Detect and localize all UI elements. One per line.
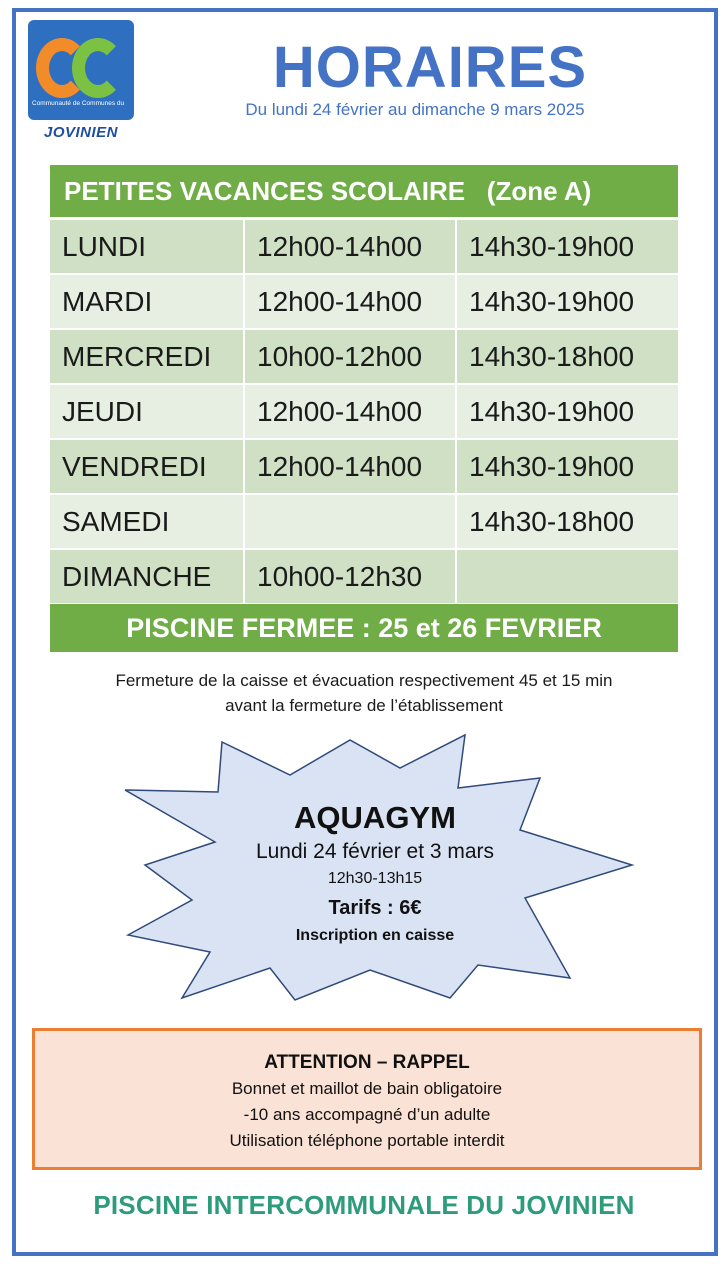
table-row bbox=[50, 440, 678, 495]
day-cell: JEUDI bbox=[50, 385, 243, 438]
table-row bbox=[50, 385, 678, 440]
attention-title: ATTENTION – RAPPEL bbox=[264, 1052, 470, 1073]
logo-letter-c-green bbox=[72, 38, 124, 98]
schedule-heading: PETITES VACANCES SCOLAIRE (Zone A) bbox=[50, 165, 678, 217]
closing-note bbox=[40, 668, 688, 718]
footer-title: PISCINE INTERCOMMUNALE DU JOVINIEN bbox=[93, 1190, 635, 1220]
date-range: Du lundi 24 février au dimanche 9 mars 2025 bbox=[245, 100, 585, 119]
slot1-cell: 10h00-12h00 bbox=[245, 330, 455, 383]
attention-line: Utilisation téléphone portable interdit bbox=[229, 1131, 505, 1150]
day-cell: MARDI bbox=[50, 275, 243, 328]
slot1-cell: 10h00-12h30 bbox=[245, 550, 455, 603]
table-row bbox=[50, 550, 678, 605]
slot1-cell: 12h00-14h00 bbox=[245, 440, 455, 493]
day-cell: MERCREDI bbox=[50, 330, 243, 383]
aquagym-price: Tarifs : 6€ bbox=[328, 897, 422, 919]
table-row bbox=[50, 330, 678, 385]
table-row bbox=[50, 275, 678, 330]
slot2-cell: 14h30-19h00 bbox=[457, 220, 678, 273]
slot1-cell bbox=[245, 495, 455, 548]
attention-line: Bonnet et maillot de bain obligatoire bbox=[231, 1079, 503, 1098]
logo-name: JOVINIEN bbox=[43, 124, 119, 141]
cc-jovinien-logo bbox=[28, 20, 134, 148]
slot2-cell bbox=[457, 550, 678, 603]
slot2-cell: 14h30-19h00 bbox=[457, 275, 678, 328]
logo-subtitle: Communauté de Communes du bbox=[32, 100, 125, 107]
closure-banner: PISCINE FERMEE : 25 et 26 FEVRIER bbox=[50, 604, 678, 652]
attention-box bbox=[32, 1028, 702, 1170]
day-cell: VENDREDI bbox=[50, 440, 243, 493]
aquagym-starburst bbox=[120, 730, 640, 1005]
aquagym-title: AQUAGYM bbox=[294, 800, 456, 835]
slot2-cell: 14h30-19h00 bbox=[457, 385, 678, 438]
day-cell: LUNDI bbox=[50, 220, 243, 273]
day-cell: SAMEDI bbox=[50, 495, 243, 548]
slot2-cell: 14h30-18h00 bbox=[457, 495, 678, 548]
aquagym-hours: 12h30-13h15 bbox=[327, 870, 423, 887]
aquagym-dates: Lundi 24 février et 3 mars bbox=[255, 840, 495, 863]
slot2-cell: 14h30-18h00 bbox=[457, 330, 678, 383]
logo-badge bbox=[28, 20, 134, 120]
page-title: HORAIRES bbox=[272, 35, 588, 100]
aquagym-registration: Inscription en caisse bbox=[295, 927, 455, 944]
attention-line: -10 ans accompagné d’un adulte bbox=[243, 1105, 491, 1124]
closing-note-line: Fermeture de la caisse et évacuation respectivement 45 et 15 min bbox=[115, 671, 613, 690]
slot2-cell: 14h30-19h00 bbox=[457, 440, 678, 493]
closing-note-line: avant la fermeture de l’établissement bbox=[225, 696, 503, 715]
slot1-cell: 12h00-14h00 bbox=[245, 275, 455, 328]
schedule-table bbox=[50, 220, 678, 605]
aquagym-content bbox=[210, 798, 540, 948]
slot1-cell: 12h00-14h00 bbox=[245, 385, 455, 438]
slot1-cell: 12h00-14h00 bbox=[245, 220, 455, 273]
table-row bbox=[50, 495, 678, 550]
day-cell: DIMANCHE bbox=[50, 550, 243, 603]
table-row bbox=[50, 220, 678, 275]
